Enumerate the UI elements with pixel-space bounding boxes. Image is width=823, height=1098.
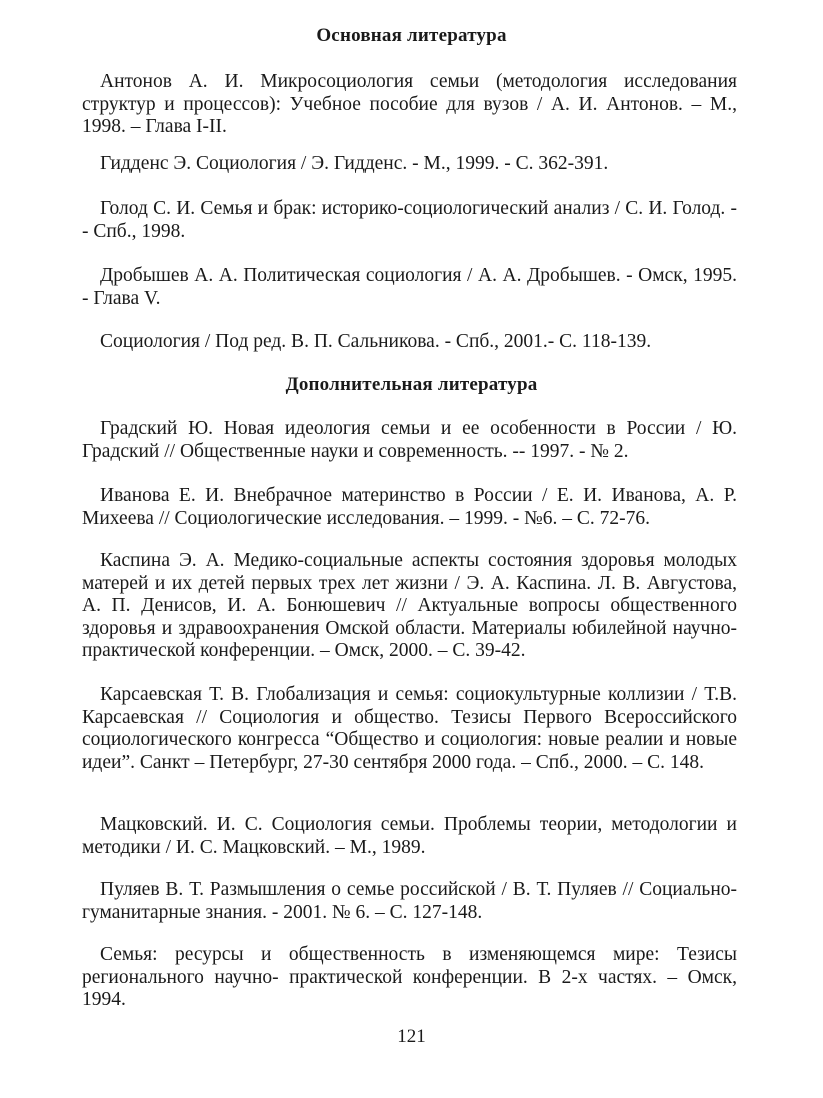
- main-literature-heading: Основная литература: [316, 25, 507, 46]
- bibliography-entry-salnikov: Социология / Под ред. В. П. Сальникова. - Спб., 2001.- С. 118-139.: [100, 331, 652, 352]
- bibliography-entry-drobyshev: Дробышев А. А. Политическая социология / А. А. Дробышев. - Омск, 1995. - Глава V.: [82, 265, 737, 309]
- bibliography-entry-giddens: Гидденс Э. Социология / Э. Гидденс. - М., 1999. - С. 362-391.: [100, 153, 609, 174]
- bibliography-entry-ivanova: Иванова Е. И. Внебрачное материнство в России / Е. И. Иванова, А. Р. Михеева // Социологические исследования. – 1999. - №6. – С. 72-76.: [82, 485, 737, 529]
- bibliography-entry-golod: Голод С. И. Семья и брак: историко-социологический анализ / С. И. Голод. -- Спб., 1998.: [82, 198, 737, 242]
- bibliography-entry-antonov: Антонов А. И. Микросоциология семьи (методология исследования структур и процессов): Учебное пособие для вузов / А. И. Антонов. – М., 1998. – Глава I-II.: [82, 71, 737, 137]
- bibliography-entry-pulyaev: Пуляев В. Т. Размышления о семье российской / В. Т. Пуляев // Социально-гуманитарные знания. - 2001. № 6. – С. 127-148.: [82, 879, 737, 923]
- bibliography-entry-semya: Семья: ресурсы и общественность в изменяющемся мире: Тезисы регионального научно- практической конференции. В 2-х частях. – Омск, 1994.: [82, 944, 737, 1010]
- page-number: 121: [397, 1026, 426, 1047]
- bibliography-entry-matskovsky: Мацковский. И. С. Социология семьи. Проблемы теории, методологии и методики / И. С. Мацковский. – М., 1989.: [82, 814, 737, 858]
- bibliography-entry-kaspina: Каспина Э. А. Медико-социальные аспекты состояния здоровья молодых матерей и их детей первых трех лет жизни / Э. А. Каспина. Л. В. Августова, А. П. Денисов, И. А. Бонюшевич // Актуальные вопросы общественного здоровья и здравоохранения Омской области. Материалы юбилейной научно-практической конференции. – Омск, 2000. – С. 39-42.: [82, 550, 737, 661]
- additional-literature-heading: Дополнительная литература: [285, 374, 538, 395]
- bibliography-entry-karsaevskaya: Карсаевская Т. В. Глобализация и семья: социокультурные коллизии / Т.В. Карсаевская // Социология и общество. Тезисы Первого Всероссийского социологического конгресса “Общество и социология: новые реалии и новые идеи”. Санкт – Петербург, 27-30 сентября 2000 года. – Спб., 2000. – С. 148.: [82, 684, 737, 773]
- bibliography-entry-gradsky: Градский Ю. Новая идеология семьи и ее особенности в России / Ю. Градский // Общественные науки и современность. -- 1997. - № 2.: [82, 418, 737, 462]
